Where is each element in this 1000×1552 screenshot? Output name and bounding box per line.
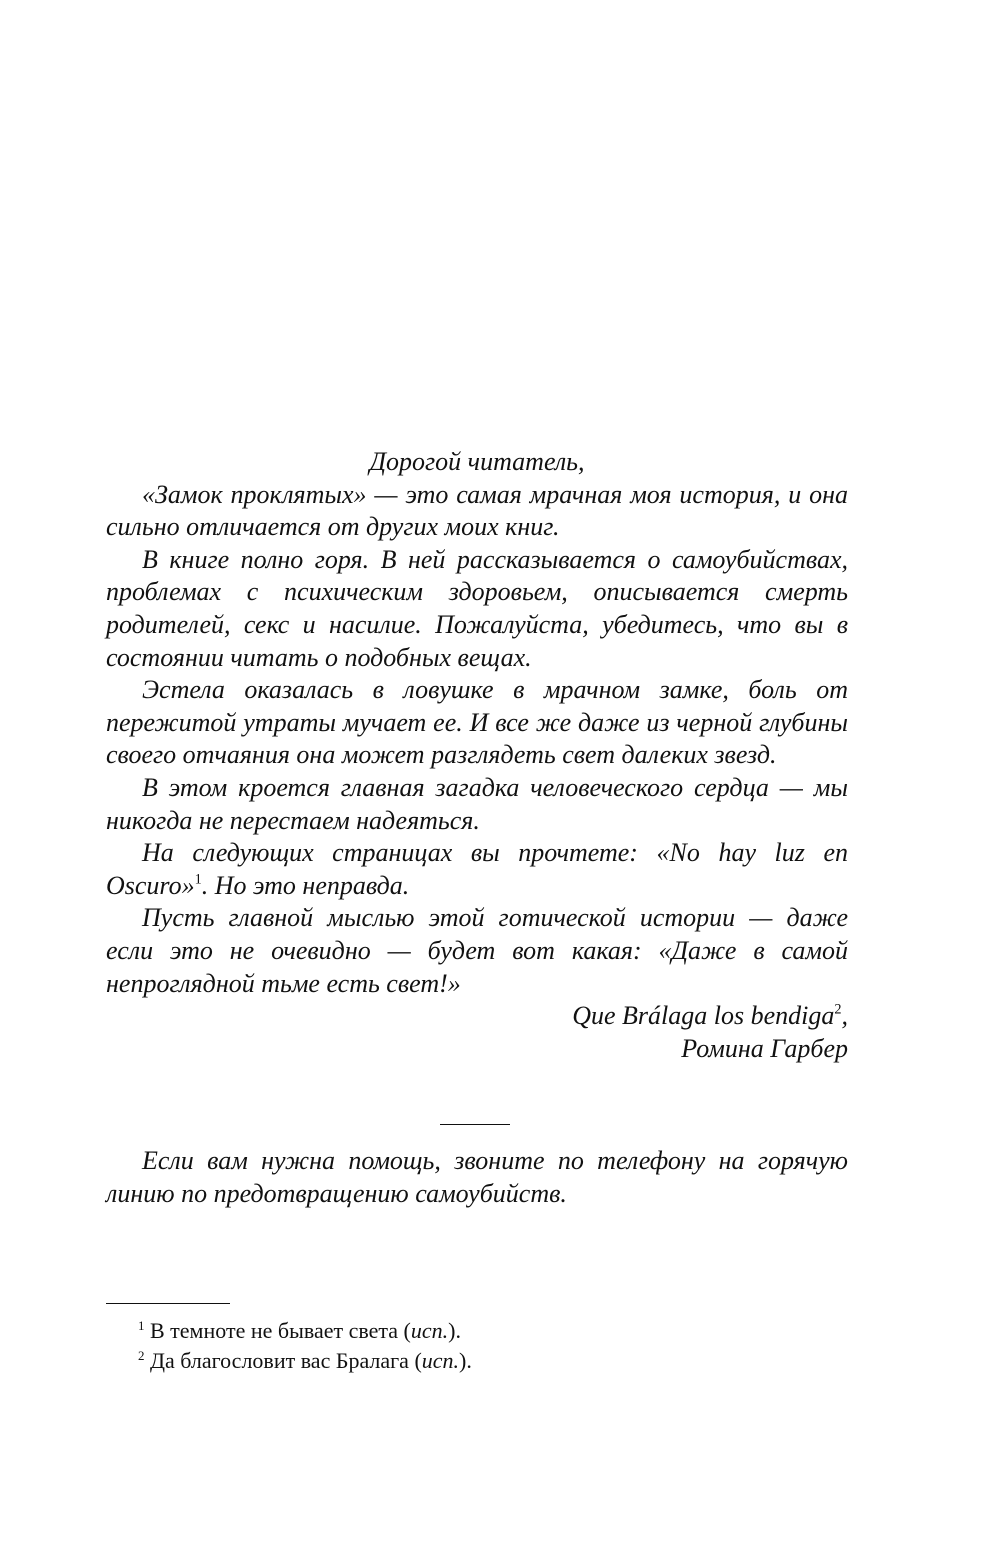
- footnote-ref: 2: [834, 1001, 842, 1018]
- paragraph-text: На следующих страницах вы прочтете: «No hay luz en Oscuro»: [106, 838, 848, 900]
- closing-punct: ,: [841, 1001, 848, 1031]
- footnote-lang: исп.: [410, 1318, 449, 1343]
- footnote-lang: исп.: [421, 1348, 460, 1373]
- helpline-note: Если вам нужна помощь, звоните по телефону на горячую линию по предотвращению самоубийств.: [106, 1146, 848, 1208]
- letter-paragraph: «Замок проклятых» — это самая мрачная моя история, и она сильно отличается от других моих книг.: [106, 479, 848, 542]
- letter-author: Ромина Гарбер: [681, 1033, 848, 1063]
- foreword-letter: [106, 446, 848, 1065]
- letter-greeting: Дорогой читатель,: [369, 447, 585, 476]
- footnote: [138, 1346, 472, 1376]
- letter-paragraph: [106, 837, 848, 902]
- letter-closing: [106, 1000, 848, 1033]
- letter-paragraph: В этом кроется главная загадка человеческого сердца — мы никогда не перестаем надеяться.: [106, 772, 848, 835]
- letter-paragraph: В книге полно горя. В ней рассказывается о самоубийствах, проблемах с психическим здоровьем, описывается смерть родителей, секс и насилие. Пожалуйста, убедитесь, что вы в состоянии читать о подобных вещах.: [106, 544, 848, 672]
- footnote-rule: [106, 1303, 230, 1304]
- footnote-end: ).: [459, 1348, 472, 1373]
- closing-text: Que Brálaga los bendiga: [572, 1001, 835, 1031]
- footnote: [138, 1316, 472, 1346]
- footnote-number: 2: [138, 1348, 145, 1363]
- footnotes: [138, 1316, 472, 1376]
- footnote-ref: 1: [194, 871, 202, 887]
- letter-paragraph: Эстела оказалась в ловушке в мрачном замке, боль от пережитой утраты мучает ее. И все же даже из черной глубины своего отчаяния она может разглядеть свет далеких звезд.: [106, 675, 848, 770]
- footnote-number: 1: [138, 1318, 145, 1333]
- letter-paragraph: Пусть главной мыслью этой готической истории — даже если это не очевидно — будет вот какая: «Даже в самой непроглядной тьме есть свет!»: [106, 903, 848, 998]
- footnote-text: В темноте не бывает света (: [150, 1318, 411, 1343]
- footnote-end: ).: [448, 1318, 461, 1343]
- paragraph-text: . Но это неправда.: [201, 870, 410, 900]
- section-divider: [440, 1124, 510, 1125]
- footnote-text: Да благословит вас Бралага (: [150, 1348, 422, 1373]
